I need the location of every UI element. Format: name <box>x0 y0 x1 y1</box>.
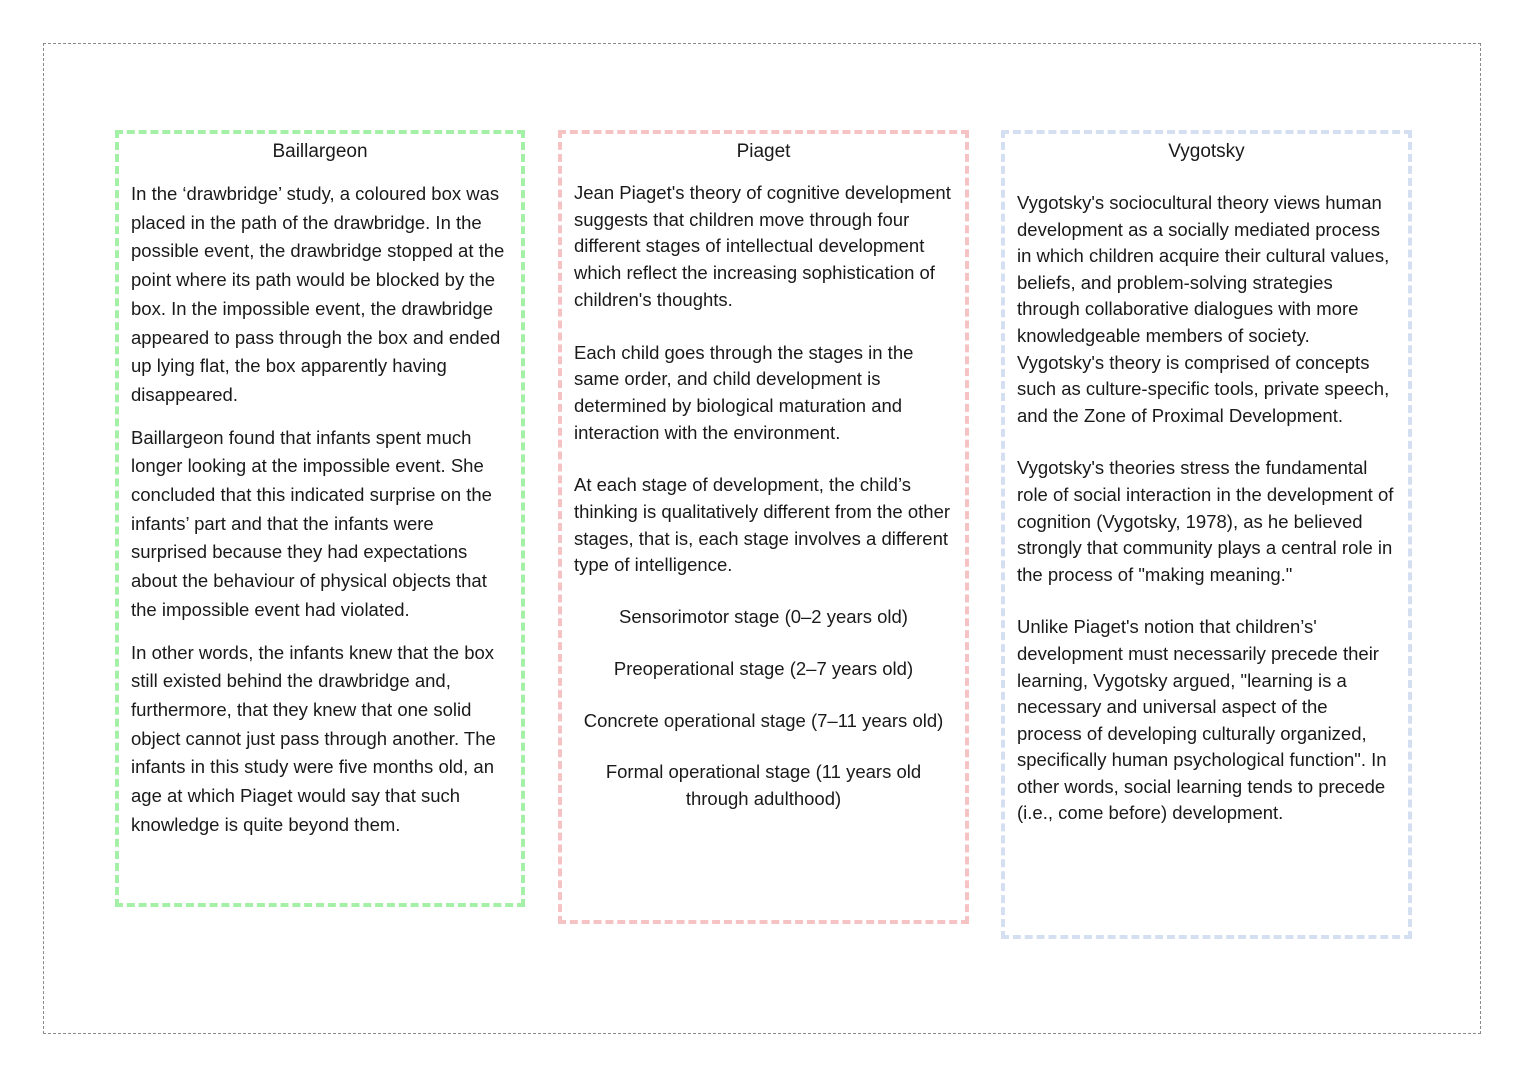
piaget-title: Piaget <box>736 141 791 162</box>
vygotsky-paragraph-3: Unlike Piaget's notion that children’s' development must necessarily precede their learning, Vygotsky argued, "learning is a necessary and universal aspect of the process of developing culturally organized, specifically human psychological function". In other words, social learning tends to precede (i.e., come before) development. <box>1017 616 1387 824</box>
baillargeon-title: Baillargeon <box>272 141 368 162</box>
baillargeon-paragraph-3: In other words, the infants knew that the box still existed behind the drawbridge and, furthermore, that they knew that one solid object cannot just pass through another. The infants in this study were five months old, an age at which Piaget would say that such knowledge is quite beyond them. <box>131 641 496 835</box>
baillargeon-card <box>115 130 525 907</box>
piaget-paragraph-2: Each child goes through the stages in the same order, and child development is determined by biological maturation and interaction with the environment. <box>574 341 914 443</box>
piaget-stage-sensorimotor: Sensorimotor stage (0–2 years old) <box>619 606 908 628</box>
piaget-stage-formal-operational: Formal operational stage (11 years old through adulthood) <box>605 761 922 809</box>
vygotsky-paragraph-1: Vygotsky's sociocultural theory views human development as a socially mediated process in which children acquire their cultural values, beliefs, and problem-solving strategies through collaborative dialogues with more knowledgeable members of society. Vygotsky's theory is comprised of concepts such as culture-specific tools, private speech, and the Zone of Proximal Development. <box>1017 192 1390 426</box>
piaget-stage-preoperational: Preoperational stage (2–7 years old) <box>613 657 914 679</box>
vygotsky-title: Vygotsky <box>1168 141 1245 162</box>
vygotsky-paragraph-2: Vygotsky's theories stress the fundamental role of social interaction in the development of cognition (Vygotsky, 1978), as he believed strongly that community plays a central role in the process of "making meaning." <box>1017 457 1394 585</box>
piaget-card <box>558 130 969 924</box>
piaget-paragraph-3: At each stage of development, the child’s thinking is qualitatively different from the other stages, that is, each stage involves a different type of intelligence. <box>574 474 951 576</box>
baillargeon-paragraph-1: In the ‘drawbridge’ study, a coloured box was placed in the path of the drawbridge. In the possible event, the drawbridge stopped at the point where its path would be blocked by the box. In the impossible event, the drawbridge appeared to pass through the box and ended up lying flat, the box apparently having disappeared. <box>131 183 505 405</box>
baillargeon-paragraph-2: Baillargeon found that infants spent much longer looking at the impossible event. She concluded that this indicated surprise on the infants’ part and that the infants were surprised because they had expectations about the behaviour of physical objects that the impossible event had violated. <box>131 426 492 620</box>
vygotsky-card <box>1001 130 1412 939</box>
piaget-stage-concrete-operational: Concrete operational stage (7–11 years old) <box>583 709 944 731</box>
piaget-paragraph-1: Jean Piaget's theory of cognitive development suggests that children move through four different stages of intellectual development which reflect the increasing sophistication of children's thoughts. <box>574 182 951 310</box>
